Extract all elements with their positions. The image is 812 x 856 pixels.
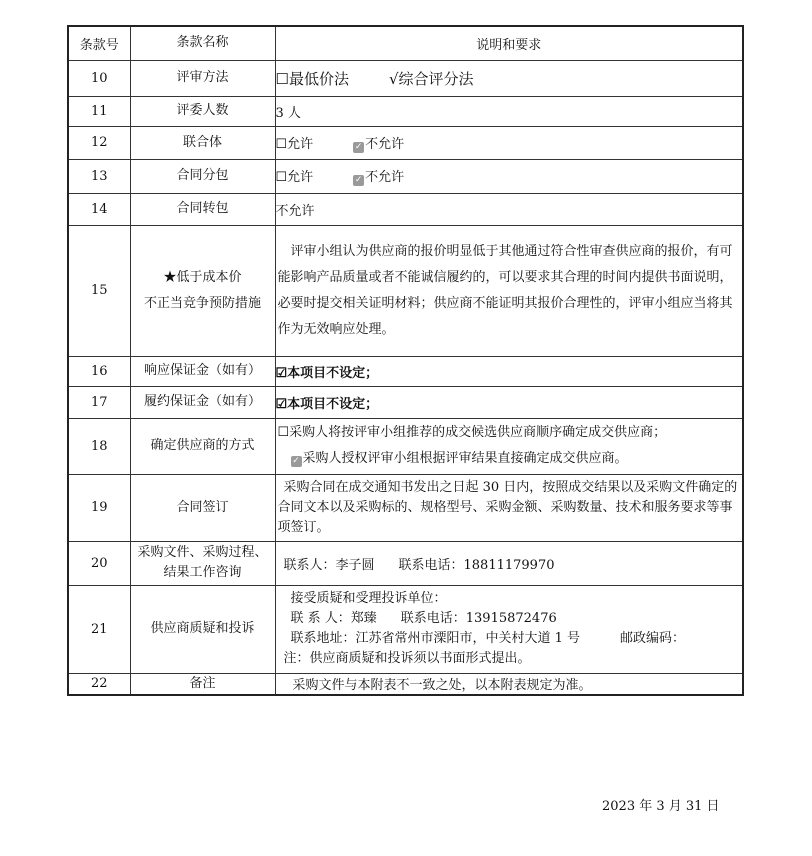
complaint-contact-line <box>278 609 743 629</box>
complaint-postcode: 邮政编码： <box>620 631 686 646</box>
clause-number: 22 <box>68 673 130 695</box>
option-allow: ☐允许 <box>275 170 314 185</box>
clause-name-line: 不正当竞争预防措施 <box>143 295 261 311</box>
clause-desc <box>275 585 743 673</box>
table-row <box>68 356 743 386</box>
clause-desc <box>275 126 743 159</box>
clause-name-line: ★低于成本价 <box>163 269 242 285</box>
complaint-unit: 接受质疑和受理投诉单位： <box>290 591 447 606</box>
complaint-contact: 联 系 人：郑臻 <box>290 611 377 626</box>
table-row <box>68 96 743 126</box>
header-col-name: 条款名称 <box>130 26 275 60</box>
table-row <box>68 60 743 96</box>
option-disallow: 不允许 <box>365 136 405 152</box>
clause-name: 评审方法 <box>130 60 275 96</box>
clause-number: 19 <box>68 474 130 541</box>
table-row <box>68 673 743 695</box>
header-col-num: 条款号 <box>68 26 130 60</box>
complaint-note: 注：供应商质疑和投诉须以书面形式提出。 <box>283 651 531 666</box>
clause-name: 响应保证金（如有） <box>130 356 275 386</box>
option-lowest-price: ☐最低价法 <box>275 69 349 88</box>
contact-person: 联系人：李子圆 <box>283 557 375 573</box>
clause-number: 20 <box>68 541 130 585</box>
clause-desc <box>275 418 743 474</box>
clause-name-line: 结果工作咨询 <box>163 565 242 580</box>
clause-name: 评委人数 <box>130 96 275 126</box>
complaint-phone: 联系电话：13915872476 <box>400 611 557 626</box>
clause-number: 21 <box>68 585 130 673</box>
clause-table <box>67 25 744 696</box>
complaint-address: 联系地址：江苏省常州市溧阳市，中关村大道 1 号 <box>290 631 581 646</box>
clause-name: 联合体 <box>130 126 275 159</box>
clause-name: 确定供应商的方式 <box>130 418 275 474</box>
checked-box-icon: ✓ <box>292 456 300 466</box>
clause-desc: ☑本项目不设定； <box>275 356 743 386</box>
clause-paragraph: 评审小组认为供应商的报价明显低于其他通过符合性审查供应商的报价，有可能影响产品质量或者不能诚信履约的，可以要求其合理的时间内提供书面说明，必要时提交相关证明材料；供应商不能证明其报价合理性的，评审小组应当将其作为无效响应处理。 <box>277 243 733 337</box>
table-row <box>68 585 743 673</box>
clause-desc: 不允许 <box>275 193 743 225</box>
clause-name <box>130 541 275 585</box>
clause-number: 18 <box>68 418 130 474</box>
clause-name: 合同转包 <box>130 193 275 225</box>
clause-name: 履约保证金（如有） <box>130 386 275 418</box>
option-line: ☐采购人将按评审小组推荐的成交候选供应商顺序确定成交供应商； <box>277 425 667 440</box>
clause-number: 14 <box>68 193 130 225</box>
clause-name: 供应商质疑和投诉 <box>130 585 275 673</box>
clause-name: 备注 <box>130 673 275 695</box>
table-row <box>68 225 743 356</box>
option-text: 采购人授权评审小组根据评审结果直接确定成交供应商。 <box>302 451 628 466</box>
table-row <box>68 159 743 193</box>
clause-name <box>130 225 275 356</box>
option-comprehensive-score: √综合评分法 <box>388 69 474 88</box>
checked-box-icon: ✓ <box>354 175 363 185</box>
table-row <box>68 386 743 418</box>
option-disallow: 不允许 <box>365 170 405 185</box>
table-row <box>68 193 743 225</box>
complaint-address-line <box>278 629 743 649</box>
contact-phone: 联系电话：18811179970 <box>398 557 555 573</box>
clause-desc <box>275 225 743 356</box>
clause-desc: ☑本项目不设定； <box>275 386 743 418</box>
header-col-desc: 说明和要求 <box>275 26 743 60</box>
clause-number: 10 <box>68 60 130 96</box>
clause-number: 15 <box>68 225 130 356</box>
clause-name-line: 采购文件、采购过程、 <box>137 545 268 560</box>
clause-name: 合同签订 <box>130 474 275 541</box>
option-line <box>278 446 743 472</box>
clause-paragraph: 采购合同在成交通知书发出之日起 30 日内，按照成交结果以及采购文件确定的合同文本以及采购标的、规格型号、采购金额、采购数量、技术和服务要求等事项签订。 <box>277 479 738 535</box>
table-row <box>68 541 743 585</box>
checked-box-icon: ✓ <box>354 141 363 152</box>
clause-desc: 3 人 <box>275 96 743 126</box>
clause-number: 17 <box>68 386 130 418</box>
option-allow: ☐允许 <box>275 136 314 152</box>
table-row <box>68 474 743 541</box>
clause-desc <box>275 60 743 96</box>
table-header <box>68 26 743 60</box>
table-row <box>68 418 743 474</box>
clause-name: 合同分包 <box>130 159 275 193</box>
document-date: 2023 年 3 月 31 日 <box>602 799 720 814</box>
clause-number: 16 <box>68 356 130 386</box>
clause-desc <box>275 159 743 193</box>
clause-desc: 采购文件与本附表不一致之处，以本附表规定为准。 <box>275 673 743 695</box>
table-row <box>68 126 743 159</box>
clause-number: 11 <box>68 96 130 126</box>
clause-desc <box>275 541 743 585</box>
clause-number: 13 <box>68 159 130 193</box>
clause-number: 12 <box>68 126 130 159</box>
clause-desc <box>275 474 743 541</box>
